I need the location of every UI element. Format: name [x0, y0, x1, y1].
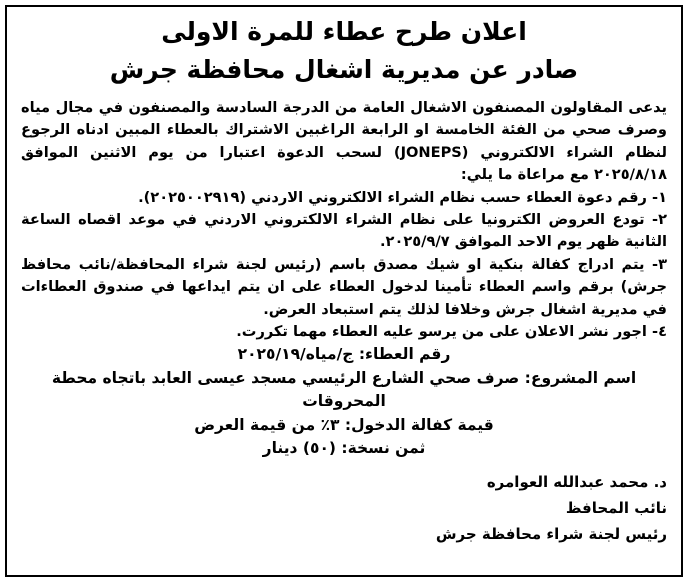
signature-block	[21, 469, 667, 547]
announcement-body	[21, 97, 667, 343]
signatory-name: د. محمد عبدالله العوامره	[486, 472, 667, 491]
intro-paragraph: يدعى المقاولون المصنفون الاشغال العامة من الدرجة السادسة والمصنفون في مجال مياه وصرف صحي من الفئة الخامسة او الرابعة الراغبين الاشتراك بالعطاء المبين ادناه الرجوع لنظام الشراء الالكتروني (JONEPS) لسحب الدعوة اعتبارا من يوم الاثنين الموافق ٢٠٢٥/٨/١٨ مع مراعاة ما يلي:	[21, 99, 667, 184]
condition-item-1: ١- رقم دعوة العطاء حسب نظام الشراء الالكتروني الاردني (٢٠٢٥٠٠٢٩١٩).	[138, 188, 667, 206]
condition-item-4: ٤- اجور نشر الاعلان على من يرسو عليه العطاء مهما تكررت.	[236, 323, 667, 341]
signatory-position-1: نائب المحافظ	[565, 498, 667, 517]
tender-number: رقم العطاء: ج/مياه/٢٠٢٥/١٩	[237, 345, 451, 364]
announcement-subtitle: صادر عن مديرية اشغال محافظة جرش	[109, 55, 579, 84]
project-name: اسم المشروع: صرف صحي الشارع الرئيسي مسجد عيسى العابد باتجاه محطة المحروقات	[51, 368, 637, 411]
copy-price: ثمن نسخة: (٥٠) دينار	[262, 439, 426, 458]
condition-item-2: ٢- تودع العروض الكترونيا على نظام الشراء الالكتروني الاردني في موعد اقصاه الساعة الثانية ظهر يوم الاحد الموافق ٢٠٢٥/٩/٧.	[21, 211, 667, 251]
condition-item-3: ٣- يتم ادراج كفالة بنكية او شيك مصدق باسم (رئيس لجنة شراء المحافظة/نائب محافظ جرش) برقم واسم العطاء تأمينا لدخول العطاء على ان يتم ايداعها في صندوق العطاءات في مديرية اشغال جرش وخلافا لذلك يتم استبعاد العرض.	[21, 255, 667, 318]
signatory-position-2: رئيس لجنة شراء محافظة جرش	[435, 524, 667, 543]
announcement-frame	[5, 5, 683, 577]
announcement-title: اعلان طرح عطاء للمرة الاولى	[161, 17, 527, 46]
bid-bond-value: قيمة كفالة الدخول: ٣٪ من قيمة العرض	[194, 415, 494, 434]
announcement-document	[7, 7, 681, 547]
